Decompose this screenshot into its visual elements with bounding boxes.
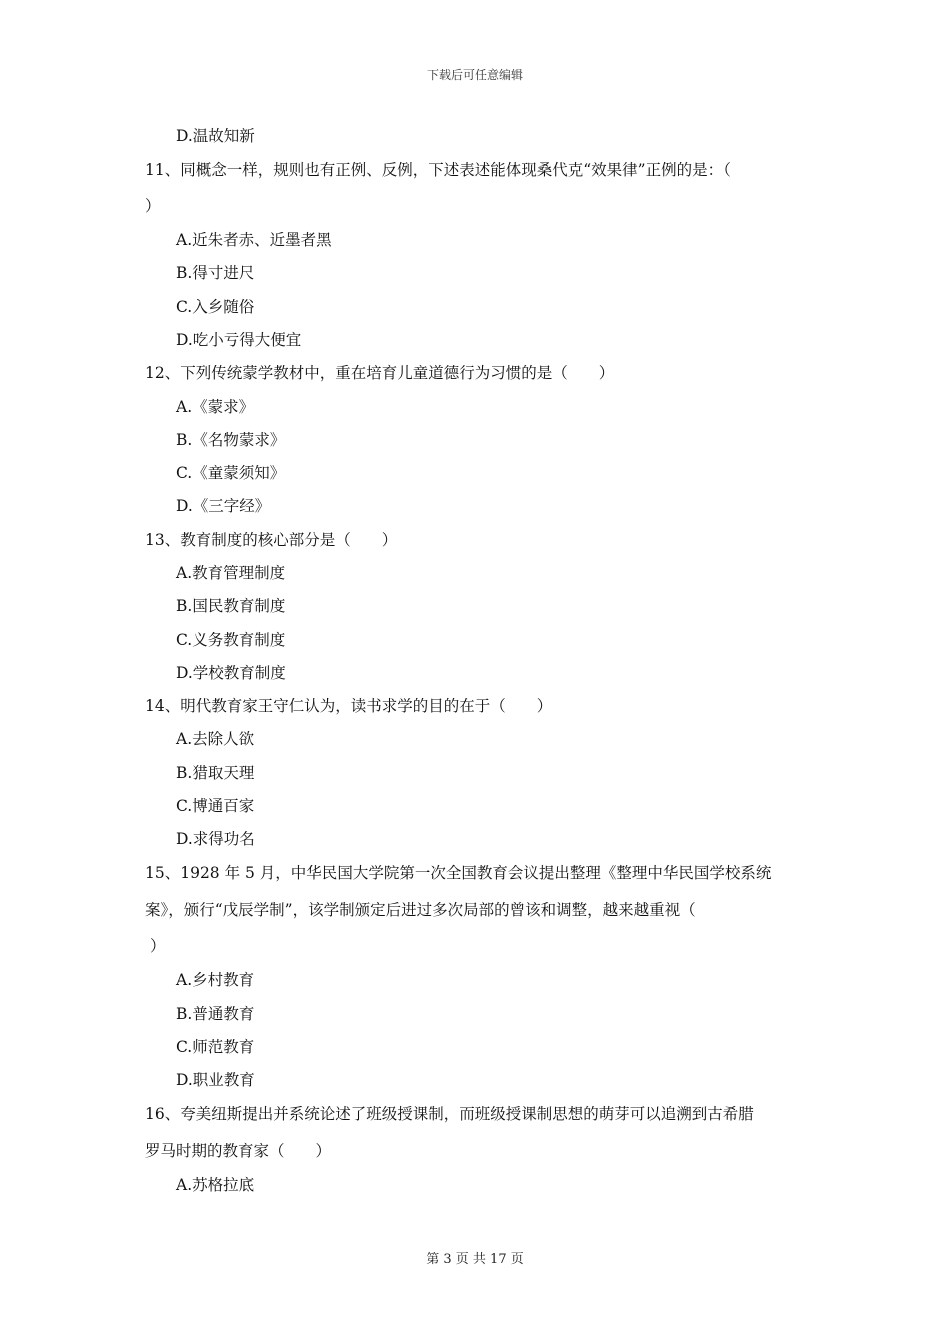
question-16-cont: 罗马时期的教育家（ ） [145,1142,332,1160]
option-a-13: A.教育管理制度 [176,564,286,582]
option-d-11: D.吃小亏得大便宜 [176,331,302,349]
option-a-11: A.近朱者赤、近墨者黑 [176,231,332,249]
question-11-cont: ） [145,197,161,215]
question-11: 11、同概念一样，规则也有正例、反例，下述表述能体现桑代克“效果律”正例的是：（ [145,161,731,179]
option-b-15: B.普通教育 [176,1005,255,1023]
question-15: 15、1928 年 5 月，中华民国大学院第一次全国教育会议提出整理《整理中华民国学校系统 [145,864,772,882]
question-13: 13、教育制度的核心部分是（ ） [145,531,398,549]
question-16: 16、夸美纽斯提出并系统论述了班级授课制，而班级授课制思想的萌芽可以追溯到古希腊 [145,1105,754,1123]
option-d-15: D.职业教育 [176,1071,255,1089]
option-a-16: A.苏格拉底 [176,1176,255,1194]
page-header: 下载后可任意编辑 [426,68,523,82]
option-d-12: D.《三字经》 [176,497,271,515]
option-d-13: D.学校教育制度 [176,664,286,682]
option-b-12: B.《名物蒙求》 [176,431,286,449]
question-15-cont-2: ） [150,937,166,955]
option-a-14: A.去除人欲 [176,730,255,748]
option-b-11: B.得寸进尺 [176,264,255,282]
question-15-cont: 案》，颁行“戊辰学制”，该学制颁定后进过多次局部的曾该和调整，越来越重视（ [145,901,696,919]
option-b-14: B.猎取天理 [176,764,255,782]
option-c-14: C.博通百家 [176,797,255,815]
option-c-12: C.《童蒙须知》 [176,464,286,482]
option-d-10: D.温故知新 [176,127,255,145]
option-b-13: B.国民教育制度 [176,597,286,615]
option-d-14: D.求得功名 [176,830,255,848]
option-c-11: C.入乡随俗 [176,298,255,316]
option-a-15: A.乡村教育 [176,971,255,989]
option-c-13: C.义务教育制度 [176,631,286,649]
option-c-15: C.师范教育 [176,1038,255,1056]
option-a-12: A.《蒙求》 [176,398,255,416]
page-footer: 第 3 页 共 17 页 [426,1252,524,1267]
question-14: 14、明代教育家王守仁认为，读书求学的目的在于（ ） [145,697,553,715]
question-12: 12、下列传统蒙学教材中，重在培育儿童道德行为习惯的是（ ） [145,364,615,382]
